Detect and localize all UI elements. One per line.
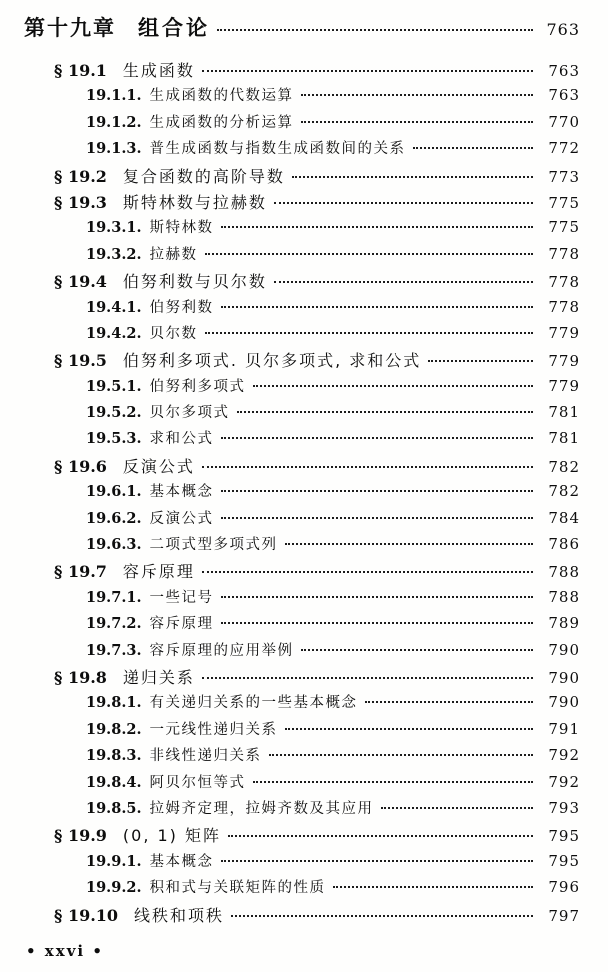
toc-entry-page: 784 (548, 508, 580, 527)
toc-entry-page: 795 (548, 827, 580, 846)
toc-entry-title: 拉赫数 (149, 246, 198, 263)
dot-leader-icon (333, 886, 533, 888)
toc-entry (24, 454, 580, 480)
dot-leader-icon (231, 915, 533, 917)
toc-entry-title: 有关递归关系的一些基本概念 (149, 695, 358, 712)
toc-entry-title: 容斥原理 (149, 616, 214, 633)
toc-entry-number: 19.9.2. (86, 879, 142, 897)
toc-entry-page: 781 (548, 429, 580, 448)
toc-entry (24, 771, 580, 797)
toc-entry (24, 533, 580, 559)
toc-entry-title: 斯特林数 (149, 220, 214, 237)
toc-entry-title: 一些记号 (149, 589, 214, 606)
toc-entry-page: 773 (548, 167, 580, 186)
toc-entry (24, 137, 580, 163)
toc-entry-number: 19.8.3. (86, 747, 142, 765)
dot-leader-icon (413, 147, 533, 149)
toc-entry-title: 普生成函数与指数生成函数间的关系 (149, 141, 406, 158)
toc-entry-number: 19.1.1. (86, 87, 142, 105)
toc-entry-page: 779 (548, 352, 580, 371)
toc-entry-number: § 19.6 (54, 456, 107, 476)
toc-entry (24, 58, 580, 84)
toc-entry-title: 积和式与关联矩阵的性质 (149, 880, 326, 897)
toc-entry (24, 744, 580, 770)
toc-entry-page: 797 (548, 906, 580, 925)
toc-entry-page: 788 (548, 587, 580, 606)
toc-entry-title: 组合论 (138, 16, 210, 40)
toc-entry-title: (0, 1) 矩阵 (122, 826, 222, 846)
toc-entry (24, 348, 580, 374)
toc-entry-title: 贝尔数 (149, 325, 198, 342)
toc-entry (24, 480, 580, 506)
toc-entry-page: 792 (548, 772, 580, 791)
toc-entry (24, 216, 580, 242)
toc-entry-title: 伯努利多项式 (149, 378, 246, 395)
toc-entry (24, 876, 580, 902)
toc-entry-page: 778 (548, 273, 580, 292)
toc-entry (24, 639, 580, 665)
dot-leader-icon (301, 121, 533, 123)
toc-entry-page: 788 (548, 563, 580, 582)
toc-entry-title: 线秩和项秩 (134, 905, 225, 925)
toc-entry-number: § 19.7 (54, 562, 107, 582)
toc-entry (24, 401, 580, 427)
toc-entry-page: 763 (548, 86, 580, 105)
toc-entry (24, 903, 580, 929)
toc-entry-page: 775 (548, 193, 580, 212)
dot-leader-icon (428, 360, 533, 362)
toc-entry-number: § 19.5 (54, 351, 107, 371)
toc-entry-page: 779 (548, 376, 580, 395)
toc-entry-number: 19.5.1. (86, 377, 142, 395)
dot-leader-icon (301, 94, 533, 96)
dot-leader-icon (221, 860, 533, 862)
toc-entry-page: 778 (548, 297, 580, 316)
toc-entry-number: 19.6.2. (86, 509, 142, 527)
toc-entry-page: 795 (548, 851, 580, 870)
dot-leader-icon (301, 649, 533, 651)
toc-entry (24, 111, 580, 137)
toc-entry (24, 797, 580, 823)
toc-entry-title: 贝尔多项式 (149, 405, 230, 422)
toc-entry-title: 拉姆齐定理，拉姆齐数及其应用 (149, 800, 374, 817)
toc-entry-title: 反演公式 (149, 510, 214, 527)
dot-leader-icon (274, 202, 533, 204)
toc-entry-number: § 19.4 (54, 272, 107, 292)
toc-entry-page: 792 (548, 746, 580, 765)
toc-entry-number: 19.9.1. (86, 852, 142, 870)
toc-entry-page: 789 (548, 614, 580, 633)
toc-entry-number: § 19.2 (54, 166, 107, 186)
dot-leader-icon (202, 677, 533, 679)
dot-leader-icon (205, 253, 533, 255)
toc-entry-title: 反演公式 (122, 456, 195, 476)
toc-entry-page: 779 (548, 323, 580, 342)
toc-entry-title: 斯特林数与拉赫数 (122, 192, 267, 212)
toc-entry (24, 559, 580, 585)
toc-entry-number: 19.7.2. (86, 615, 142, 633)
toc-entry-title: 阿贝尔恒等式 (149, 774, 246, 791)
toc-entry (24, 84, 580, 110)
toc-entry-number: 19.6.3. (86, 536, 142, 554)
toc-entry-page: 781 (548, 403, 580, 422)
toc-entry-page: 786 (548, 535, 580, 554)
toc-entry-page: 790 (548, 640, 580, 659)
toc-entry-title: 非线性递归关系 (149, 748, 262, 765)
toc-entry-number: 19.7.1. (86, 588, 142, 606)
toc-entry-number: § 19.10 (54, 905, 119, 925)
toc-entry (24, 269, 580, 295)
toc-entry-page: 793 (548, 798, 580, 817)
toc-entry (24, 823, 580, 849)
toc-entry (24, 190, 580, 216)
toc-entry-title: 生成函数的分析运算 (149, 114, 294, 131)
toc-entry-number: 19.7.3. (86, 641, 142, 659)
toc-entry-title: 递归关系 (122, 667, 195, 687)
toc-entry-number: 第十九章 (24, 16, 116, 40)
toc-entry-page: 790 (548, 693, 580, 712)
toc-entry-title: 求和公式 (149, 431, 214, 448)
toc-entry-number: 19.4.2. (86, 324, 142, 342)
toc-entry-page: 763 (548, 62, 580, 80)
toc-entry (24, 665, 580, 691)
toc-entry-number: 19.8.4. (86, 773, 142, 791)
dot-leader-icon (221, 490, 533, 492)
toc-entry-title: 容斥原理 (122, 562, 195, 582)
dot-leader-icon (253, 385, 533, 387)
toc-entry (24, 507, 580, 533)
dot-leader-icon (381, 807, 533, 809)
toc-entry-number: § 19.8 (54, 667, 107, 687)
toc-entry-title: 二项式型多项式列 (149, 537, 278, 554)
toc-entry-page: 772 (548, 139, 580, 158)
toc-entry (24, 718, 580, 744)
dot-leader-icon (217, 29, 533, 31)
dot-leader-icon (253, 781, 533, 783)
toc-entry (24, 850, 580, 876)
toc-entry (24, 612, 580, 638)
toc-entry-title: 容斥原理的应用举例 (149, 642, 294, 659)
toc-entry (24, 691, 580, 717)
toc-entry-page: 796 (548, 878, 580, 897)
dot-leader-icon (292, 176, 533, 178)
toc-entry-page: 782 (548, 482, 580, 501)
toc-entry-number: 19.8.5. (86, 799, 142, 817)
toc-entry (24, 243, 580, 269)
toc-entry-title: 伯努利多项式. 贝尔多项式, 求和公式 (122, 351, 422, 371)
dot-leader-icon (221, 306, 533, 308)
dot-leader-icon (221, 226, 533, 228)
toc-entry-title: 基本概念 (149, 853, 214, 870)
toc-entry-page: 775 (548, 218, 580, 237)
toc-entry-number: § 19.1 (54, 61, 107, 80)
toc-entry-number: 19.1.2. (86, 113, 142, 131)
toc-entry-number: § 19.3 (54, 192, 107, 212)
toc-entry-page: 791 (548, 719, 580, 738)
dot-leader-icon (221, 517, 533, 519)
dot-leader-icon (202, 466, 533, 468)
toc-entry-title: 生成函数 (122, 61, 195, 80)
toc-entry (24, 296, 580, 322)
toc-entry-page: 782 (548, 457, 580, 476)
toc-entry-title: 伯努利数 (149, 299, 214, 316)
toc-entry (24, 164, 580, 190)
toc-entry-number: § 19.9 (54, 826, 107, 846)
dot-leader-icon (228, 835, 533, 837)
toc-entry-page: 770 (548, 112, 580, 131)
toc-entry (24, 375, 580, 401)
toc-entry-number: 19.3.2. (86, 245, 142, 263)
dot-leader-icon (285, 728, 533, 730)
toc-entry-page: 763 (546, 20, 580, 39)
toc-entry (24, 427, 580, 453)
toc-entry-title: 伯努利数与贝尔数 (122, 272, 267, 292)
dot-leader-icon (202, 70, 533, 72)
toc-entry-title: 基本概念 (149, 484, 214, 501)
toc-entry-number: 19.5.2. (86, 404, 142, 422)
dot-leader-icon (202, 571, 533, 573)
page-roman-numeral: • xxvi • (26, 942, 104, 960)
toc-entry-number: 19.8.1. (86, 694, 142, 712)
toc-entry-page: 790 (548, 668, 580, 687)
toc-entry-number: 19.5.3. (86, 430, 142, 448)
dot-leader-icon (205, 332, 533, 334)
dot-leader-icon (221, 596, 533, 598)
toc-entry-number: 19.6.1. (86, 483, 142, 501)
toc-entry (24, 322, 580, 348)
toc-entry-title: 一元线性递归关系 (149, 721, 278, 738)
toc-entry-page: 778 (548, 244, 580, 263)
toc-entry (24, 586, 580, 612)
toc-entry-number: 19.3.1. (86, 219, 142, 237)
toc-entry-title: 生成函数的代数运算 (149, 88, 294, 105)
dot-leader-icon (237, 411, 533, 413)
dot-leader-icon (365, 701, 533, 703)
dot-leader-icon (221, 622, 533, 624)
toc-entry-title: 复合函数的高阶导数 (122, 166, 285, 186)
dot-leader-icon (285, 543, 533, 545)
toc-entry (24, 12, 580, 58)
dot-leader-icon (274, 281, 533, 283)
dot-leader-icon (269, 754, 533, 756)
toc-entry-number: 19.1.3. (86, 140, 142, 158)
dot-leader-icon (221, 437, 533, 439)
toc-entry-number: 19.4.1. (86, 298, 142, 316)
toc-entry-number: 19.8.2. (86, 720, 142, 738)
